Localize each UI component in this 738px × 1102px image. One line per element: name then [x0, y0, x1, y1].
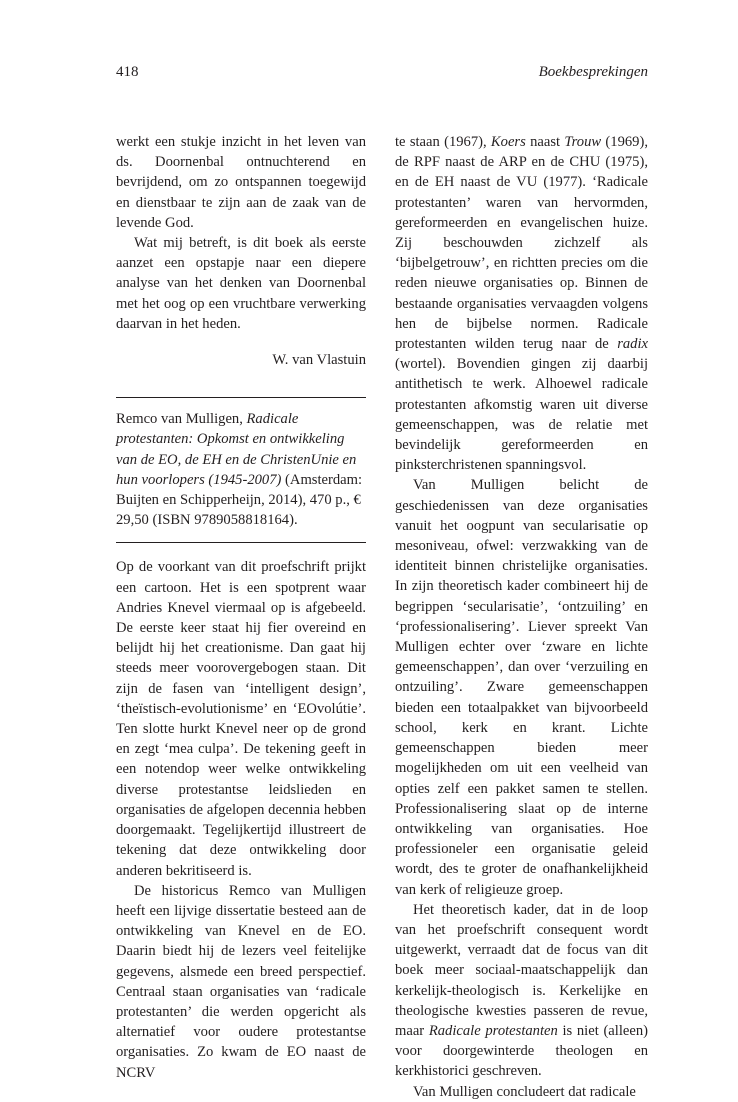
citation-author: Remco van Mulligen, — [116, 411, 247, 428]
paragraph: Van Mulligen belicht de geschiedenissen van deze organisaties vanuit het oogpunt van secularisatie op mesoniveau, ofwel: verzwakking van de identiteit binnen christelijke organisaties. In zijn theoretisch kader combineert hij de begrippen ‘secularisatie’, ‘ontzuiling’ en ‘professionalisering’. Liever spreekt Van Mulligen echter over ‘zware en lichte gemeenschappen’, dan over ‘verzuiling en ontzuiling’. Zware gemeenschappen bieden een totaalpakket van bijvoorbeeld school, kerk en krant. Lichte gemeenschappen bieden meer mogelijkheden om uit een veelheid van opties zelf een pakket samen te stellen. Professionalisering slaat op de interne ontwikkeling van organisaties. Hoe professioneler een organisatie geleid wordt, des te groter de onafhankelijkheid van kerk of religieuze groep. — [395, 477, 648, 898]
paragraph: Van Mulligen concludeert dat radicale — [413, 1083, 636, 1100]
paragraph: werkt een stukje inzicht in het leven van ds. Doornenbal ontnuchterend en bevrijdend, om zo ontspannen toegewijd en dienstbaar te zijn aan de zaak van de levende God. — [116, 134, 366, 231]
book-citation — [116, 409, 366, 530]
divider — [116, 397, 366, 398]
text-run: (wortel). Bovendien gingen zij daarbij antithetisch te werk. Alhoewel radicale protestanten afkomstig waren uit diverse gemeenschappen, was de relatie met bevindelijk gereformeerden en pinksterchristenen spanningsvol. — [395, 356, 648, 474]
text-run: Koers — [490, 134, 526, 150]
review-body — [116, 557, 366, 1082]
running-head: Boekbesprekingen — [538, 64, 648, 80]
text-run: naast — [525, 134, 565, 150]
text-run: Trouw — [564, 134, 602, 150]
text-run: (1969), de RPF naast de ARP en de CHU (1975), en de EH naast de VU (1977). ‘Radicale protestanten’ waren van hervormden, gereformeerden en evangelischen huize. Zij beschouwden zichzelf als ‘bijbelgetrouw’, en richtten precies om die reden nieuwe organisaties op. Binnen de bestaande organisaties vervaagden volgens hen de bijbelse normen. Radicale protestanten wilden terug naar de — [395, 134, 648, 353]
paragraph: Wat mij betreft, is dit boek als eerste aanzet een opstapje naar een diepere analyse van het denken van Doornenbal met het oog op een vruchtbare verwerking daarvan in het heden. — [116, 235, 366, 332]
divider — [116, 542, 366, 543]
text-run: is niet (alleen) voor doorgewinterde theologen en kerkhistorici geschreven. — [395, 1022, 648, 1080]
citation-details: (Amsterdam: Buijten en Schipperheijn, 2014), 470 p., € 29,50 (ISBN 9789058818164). — [116, 471, 363, 529]
text-run: Het theoretisch kader, dat in de loop van het proefschrift consequent wordt uitgewerkt, verraadt dat de focus van dit boek meer sociaal-maatschappelijk dan kerkelijk-theologisch is. Kerkelijke en theologische kwesties passeren de revue, maar — [395, 901, 648, 1039]
right-column — [395, 132, 648, 1102]
citation-title: Radicale protestanten: Opkomst en ontwikkeling van de EO, de EH en de ChristenUnie en hun voorlopers (1945-2007) — [116, 411, 357, 488]
text-run: radix — [617, 336, 648, 353]
page-number: 418 — [116, 64, 139, 80]
text-run: Radicale protestanten — [428, 1022, 558, 1039]
text-run: te staan (1967), — [395, 134, 491, 150]
paragraph: De historicus Remco van Mulligen heeft een lijvige dissertatie besteed aan de ontwikkeling van Knevel en de EO. Daarin biedt hij de lezers veel feitelijke gegevens, alsmede een breed perspectief. Centraal staan organisaties van ‘radicale protestanten’ die werden opgericht als alternatief voor oudere protestantse organisaties. Zo kwam de EO naast de NCRV — [116, 882, 366, 1081]
paragraph: Op de voorkant van dit proefschrift prijkt een cartoon. Het is een spotprent waar Andries Knevel viermaal op is afgebeeld. De eerste keer staat hij fier overeind en belijdt hij het creationisme. Dan gaat hij steeds meer voorovergebogen staan. Dit zijn de fasen van ‘intelligent design’, ‘theïstisch-evolutionisme’ en ‘EOvolútie’. Ten slotte hurkt Knevel neer op de grond en zegt ‘mea culpa’. De tekening geeft in een notendop weer welke ontwikkeling diverse protestantse leidslieden en organisaties de afgelopen decennia hebben doorgemaakt. Tegelijkertijd illustreert de tekening dat deze ontwikkeling door anderen bekritiseerd is. — [116, 559, 366, 879]
paragraph — [395, 132, 648, 475]
page-header — [116, 64, 648, 84]
left-column — [116, 132, 366, 1083]
paragraph — [395, 900, 648, 1082]
reviewer-signature: W. van Vlastuin — [272, 352, 366, 369]
